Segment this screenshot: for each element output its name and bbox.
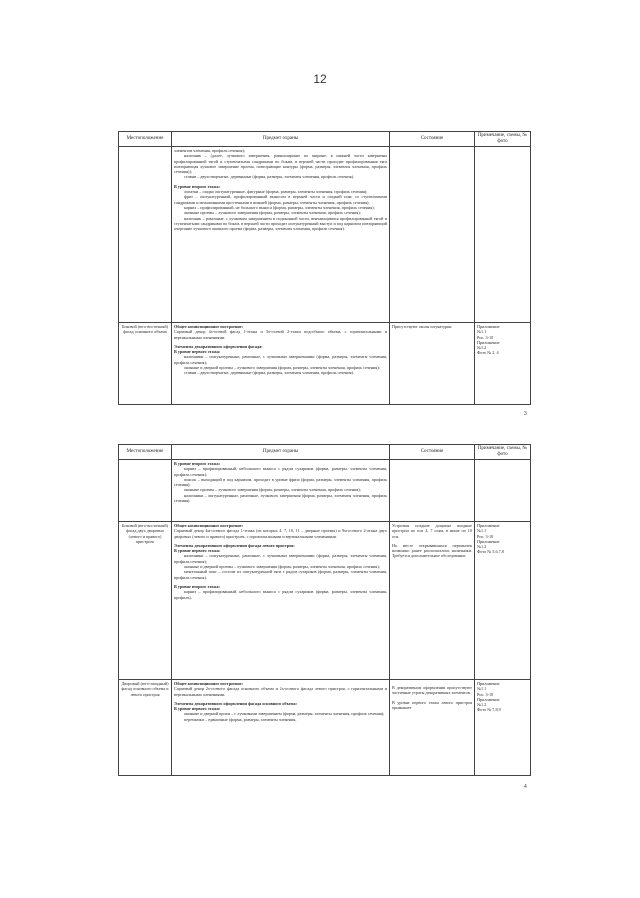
table-header-row	[119, 132, 531, 147]
note-line: №1.2	[477, 544, 487, 550]
state-text: Устроены поздние дощатые входные пристрои по оси 4, 7 осям, в нише по 10 оси.	[392, 523, 472, 539]
location-cell	[119, 147, 172, 323]
subject-cell	[172, 680, 390, 776]
subject-heading: Элементы декоративного оформления фасада:	[174, 343, 263, 349]
subject-text: наличники – оштукатуренные, рамочные, с лучковыми завершениями (форма, размеры, элементы членения, профиль сечения);	[174, 553, 387, 564]
subject-text: поясок – выходящий в под карнизом, проходит в уровне фриза (форма, размеры, элементы членения, профиль сечения);	[174, 476, 387, 488]
subject-text: ставни – двухстворчатые, деревянные (форма, размеры, элементы членения, профиль сечения).	[184, 174, 354, 180]
subject-heading: В уровне второго этажа:	[174, 183, 220, 189]
state-cell	[390, 680, 475, 776]
table-row	[119, 680, 531, 776]
subject-text: наличник – (далее, лучкового завершения, равноширокие по ширине, в нижней части завершены профилированной тягой и ступенчатыми сандриками по бокам, в верхней части проходит профилированная тяга повторяющая лучковое завершение проема, повторяющие контуры (форма, размеры, элементы членения, профиль сечения));	[174, 153, 387, 175]
note-line: Приложение	[477, 339, 500, 345]
note-cell	[475, 680, 531, 776]
location-cell	[119, 460, 172, 522]
header-note: Примечание, схемы, № фото	[475, 445, 531, 460]
note-cell	[475, 522, 531, 680]
subject-text: оконные и дверной проемы – лучкового завершения (форма, размеры, элементы членения, профиль сечения);	[184, 365, 380, 371]
note-line: Приложение	[477, 538, 500, 544]
note-line: Рис. 3-10	[477, 533, 494, 539]
subject-heading: В уровне второго этажа:	[174, 461, 220, 466]
note-line: Фото № 2, 4	[477, 350, 499, 356]
table-row	[119, 147, 531, 323]
header-state: Состояние	[390, 132, 475, 147]
note-line: Рис. 3-10	[477, 334, 494, 340]
subject-text: Сараемый декор 4м-осевого фасада 1-этажа (из которых 4, 7, 10, 11 – дверные проемы) и 9м-осевого 2-этажа двух дворовых (левого и правого) пристроек, с горизонтальными и вертикальными членениями.	[174, 528, 387, 539]
state-cell	[390, 522, 475, 680]
state-text: На месте открывавшихся перемычек возможно ранее располагались наличники. Требуется дополнительное обследование.	[392, 542, 472, 559]
protection-table-2	[118, 444, 531, 776]
subject-heading: Элементы декоративного оформления фасада левого пристроя:	[174, 542, 295, 548]
header-subject: Предмет охраны	[172, 132, 390, 147]
subject-text: оконные и дверной проемы – лучкового завершения (форма, размеры, элементы членения, профиль сечения);	[184, 564, 380, 570]
state-cell	[390, 147, 475, 323]
note-line: Фото № 5,6,7,8	[477, 549, 504, 555]
subject-text: элементов членения, профиль сечения);	[174, 148, 245, 153]
table-header-row	[119, 445, 531, 460]
subject-text: фриз – оштукатуренный, профилированный выносом в верхней части и гладкий пояс со ступенчатыми сандриками и межоконными простенками в нижней (форма, размеры, элементы членения, профиль сечения);	[174, 194, 387, 205]
subject-heading: Элементы декоративного оформления фасада основного объема:	[174, 700, 297, 706]
subject-heading: В уровне первого этажа:	[174, 706, 221, 712]
subject-text: наличник – рамочные, с лучковым завершением в подоконной части, венчающимися профилированной тягой и ступенчатыми сандриками по бокам, в верхней части проходит оштукатуренный выступ и под карнизом повторяющий очертание лучкового оконного проема (форма, размеры, элементы членения, профиль сечения).	[174, 215, 387, 232]
subject-text: оконные и дверной проем – с лучковыми завершением (форма, размеры, элементы членения, профиль сечения);	[184, 711, 385, 717]
subject-text: карниз – профилированный, небольшого выноса с рядом сухариков (форма, размеры, элементы членения, профиль).	[174, 589, 387, 600]
location-cell: Боковой (юго-восточный) фасад основного объема	[119, 323, 172, 405]
subject-heading: Общее композиционное построение:	[174, 681, 244, 686]
subject-heading: Общее композиционное построение:	[174, 324, 244, 329]
subject-heading: В уровне первого этажа:	[174, 349, 221, 355]
note-line: Фото № 7,8,9	[477, 707, 501, 713]
subject-cell	[172, 460, 390, 522]
subject-text: ставни – двухстворчатые, деревянные (форма, размеры, элементы членения, профиль сечения).	[184, 370, 354, 376]
subject-text: наличники – оштукатуренные, рамочные, с лучковыми завершениями (форма, размеры, элементы членения, профиль сечения);	[174, 354, 387, 365]
subject-text: Сараемый декор 4х-осевой фасад 1-этажа и 3х-осевой 2-этажа подсобного объема, с горизонтальными и вертикальными членениями.	[174, 329, 387, 340]
header-subject: Предмет охраны	[172, 445, 390, 460]
note-line: №1.2	[477, 702, 487, 708]
subject-text: перемычки – единичные (форма, размеры, элементы членения,	[184, 716, 297, 722]
sheet-corner-number: 4	[524, 784, 527, 790]
subject-text: межэтажный пояс – состоит из оштукатуренной тяги с рядом сухариков (форма, размеры, элементы членения, профиль сечения).	[174, 569, 387, 580]
subject-cell	[172, 323, 390, 405]
table-row	[119, 323, 531, 405]
location-cell: Дворовый (юго-западный) фасад основного объема и левого пристроя	[119, 680, 172, 776]
header-location: Местоположение	[119, 132, 172, 147]
note-cell	[475, 460, 531, 522]
location-cell: Боковой (юго-восточный) фасад двух дворовых (левого и правого) пристроек	[119, 522, 172, 680]
note-line: Приложение	[477, 681, 500, 686]
table-row	[119, 522, 531, 680]
subject-text: оконные проемы – лучкового завершения (форма, размеры, элементы членения, профиль сечения);	[184, 487, 361, 493]
subject-cell	[172, 147, 390, 323]
header-note: Примечание, схемы, № фото	[475, 132, 531, 147]
note-line: №1.1	[477, 528, 487, 534]
header-location: Местоположение	[119, 445, 172, 460]
state-cell: Присутствуют сколы штукатурки.	[390, 323, 475, 405]
note-cell	[475, 323, 531, 405]
page-number: 12	[313, 72, 327, 86]
note-line: №1.2	[477, 345, 487, 351]
state-cell	[390, 460, 475, 522]
note-line: №1.1	[477, 329, 487, 335]
note-line: Приложение	[477, 324, 500, 329]
subject-text: Сараемый декор 2х-осевого фасада основного объема и 2х-осевого фасада левого пристроя, с горизонтальными и вертикальными членениями.	[174, 686, 387, 697]
document-sheet-2	[118, 444, 530, 778]
subject-text: оконные проемы – лучкового завершения (форма, размеры, элементы членения, профиль сечения);	[184, 210, 361, 216]
note-line: №1.1	[477, 686, 487, 692]
subject-heading: Общее композиционное построение:	[174, 523, 244, 528]
state-text: В уровне первого этажа левого пристроя примыкает	[392, 699, 472, 710]
protection-table-1	[118, 131, 531, 405]
state-text: В декоративном оформлении присутствуют частичные утраты декоративных элементов.	[392, 685, 472, 696]
sheet-corner-number: 3	[524, 411, 527, 417]
note-line: Приложение	[477, 696, 500, 702]
header-state: Состояние	[390, 445, 475, 460]
document-sheet-1	[118, 131, 530, 405]
subject-text: лопатки – гладко оштукатуренные, фигурные (форма, размеры, элементы членения, профиль сечения);	[184, 189, 368, 195]
subject-text: наличники – оштукатуренные, рамочные, лучкового завершения (форма, размеры, элементы членения, профиль сечения).	[174, 492, 387, 504]
note-line: Рис. 3-10	[477, 691, 494, 697]
table-row	[119, 460, 531, 522]
subject-heading: В уровне первого этажа:	[174, 548, 221, 554]
subject-text: карниз – профилированный, не большого выноса (форма, размеры, элементы членения, профиль сечения);	[184, 204, 375, 210]
note-cell	[475, 147, 531, 323]
note-line: Приложение	[477, 523, 500, 528]
subject-text: карниз – профилированный, небольшого выноса с рядом сухариков (форма, размеры, элементы членения, профиль сечения);	[174, 466, 387, 477]
subject-heading: В уровне второго этажа:	[174, 583, 220, 589]
subject-cell	[172, 522, 390, 680]
